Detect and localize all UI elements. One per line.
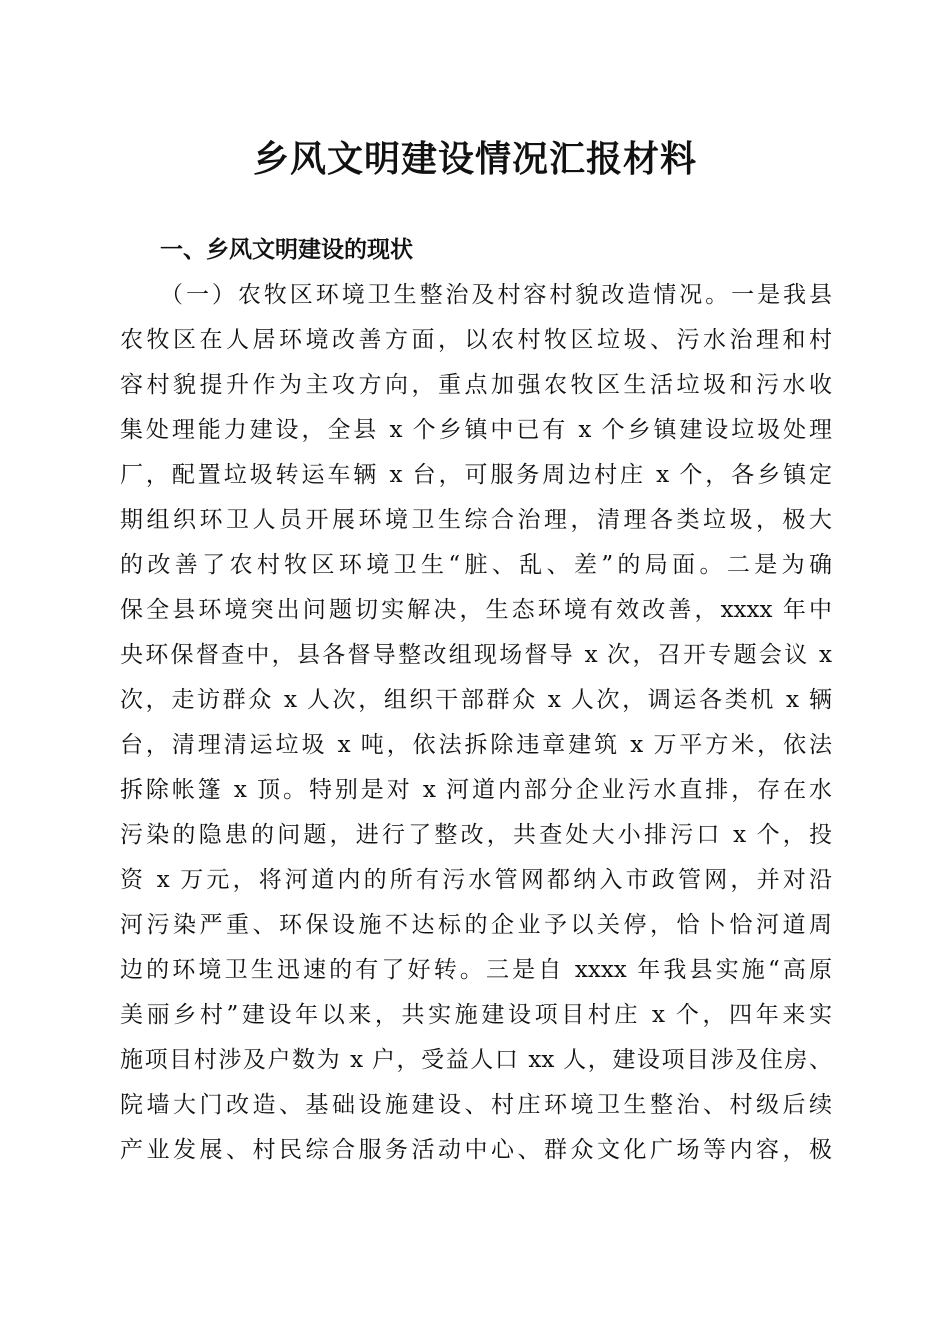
body-line: 次，走访群众 x 人次，组织干部群众 x 人次，调运各类机 x 辆 (120, 687, 832, 713)
section-heading: 一、乡风文明建设的现状 (160, 237, 413, 263)
body-line: 容村貌提升作为主攻方向，重点加强农牧区生活垃圾和污水收 (120, 372, 832, 398)
body-line: 边的环境卫生迅速的有了好转。三是自 xxxx 年我县实施“高原 (120, 957, 832, 983)
body-line: 集处理能力建设，全县 x 个乡镇中已有 x 个乡镇建设垃圾处理 (120, 417, 832, 443)
body-line: 施项目村涉及户数为 x 户，受益人口 xx 人，建设项目涉及住房、 (120, 1047, 832, 1073)
body-line: （一）农牧区环境卫生整治及村容村貌改造情况。一是我县 (160, 282, 832, 308)
body-line: 期组织环卫人员开展环境卫生综合治理，清理各类垃圾，极大 (120, 507, 832, 533)
body-line: 台，清理清运垃圾 x 吨，依法拆除违章建筑 x 万平方米，依法 (120, 732, 832, 758)
body-line: 农牧区在人居环境改善方面，以农村牧区垃圾、污水治理和村 (120, 327, 832, 353)
body-line: 资 x 万元，将河道内的所有污水管网都纳入市政管网，并对沿 (120, 867, 832, 893)
body-line: 产业发展、村民综合服务活动中心、群众文化广场等内容，极 (120, 1137, 832, 1163)
body-line: 的改善了农村牧区环境卫生“脏、乱、差”的局面。二是为确 (120, 552, 832, 578)
body-line: 央环保督查中，县各督导整改组现场督导 x 次，召开专题会议 x (120, 642, 832, 668)
body-line: 污染的隐患的问题，进行了整改，共查处大小排污口 x 个，投 (120, 822, 832, 848)
body-line: 河污染严重、环保设施不达标的企业予以关停，恰卜恰河道周 (120, 912, 832, 938)
body-line: 院墙大门改造、基础设施建设、村庄环境卫生整治、村级后续 (120, 1092, 832, 1118)
document-title: 乡风文明建设情况汇报材料 (252, 138, 697, 180)
body-line: 拆除帐篷 x 顶。特别是对 x 河道内部分企业污水直排，存在水 (120, 777, 832, 803)
body-line: 厂，配置垃圾转运车辆 x 台，可服务周边村庄 x 个，各乡镇定 (120, 462, 832, 488)
body-line: 保全县环境突出问题切实解决，生态环境有效改善，xxxx 年中 (120, 597, 832, 623)
body-line: 美丽乡村”建设年以来，共实施建设项目村庄 x 个，四年来实 (120, 1002, 832, 1028)
